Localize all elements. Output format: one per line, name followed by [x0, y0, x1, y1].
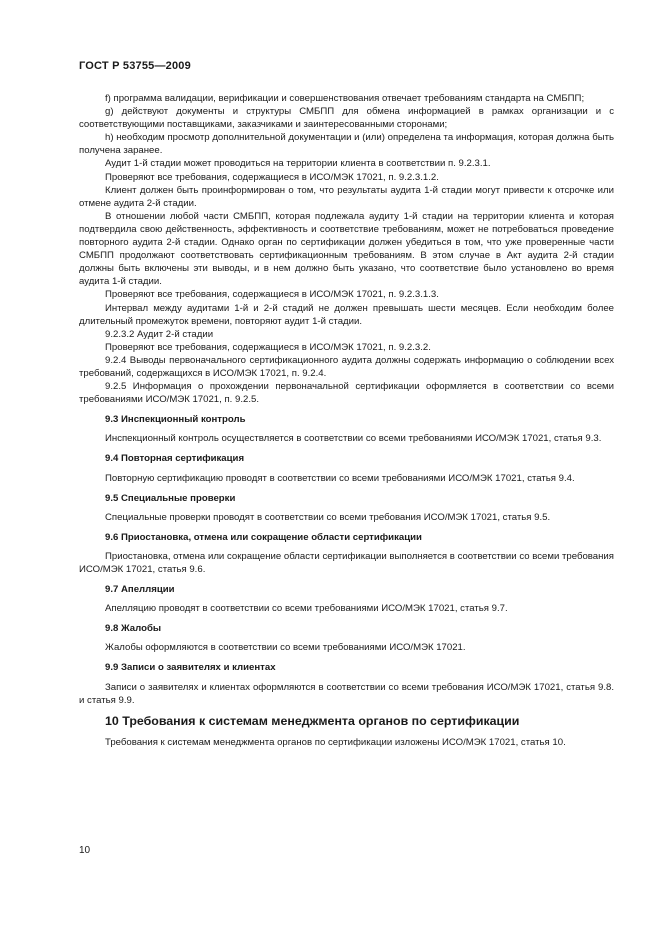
section-heading: 9.3 Инспекционный контроль: [105, 414, 246, 426]
section-heading: 9.4 Повторная сертификация: [105, 453, 245, 465]
paragraph: h) необходим просмотр дополнительной документации и (или) определена та информация, которая должна быть получена заранее.: [79, 132, 614, 157]
section-heading: 9.7 Апелляции: [105, 584, 175, 596]
paragraph: Повторную сертификацию проводят в соответствии со всеми требованиями ИСО/МЭК 17021, статья 9.4.: [105, 472, 575, 484]
document-body: [79, 92, 614, 749]
paragraph: g) действуют документы и структуры СМБПП для обмена информацией в рамках организации и с соответствующими поставщиками, заказчиками и заинтересованными сторонами;: [79, 106, 614, 131]
page-number: 10: [79, 845, 91, 856]
paragraph: 9.2.4 Выводы первоначального сертификационного аудита должны содержать информацию о соблюдении всех требований, содержащихся в ИСО/МЭК 17021, п. 9.2.4.: [79, 354, 614, 379]
paragraph: Приостановка, отмена или сокращение области сертификации выполняется в соответствии со всеми требования ИСО/МЭК 17021, статья 9.6.: [79, 550, 614, 575]
chapter-heading: 10 Требования к системам менеджмента органов по сертификации: [105, 713, 520, 728]
paragraph: Проверяют все требования, содержащиеся в ИСО/МЭК 17021, п. 9.2.3.1.3.: [105, 289, 439, 301]
paragraph: Требования к системам менеджмента органов по сертификации изложены ИСО/МЭК 17021, статья 10.: [105, 736, 566, 748]
paragraph: Аудит 1-й стадии может проводиться на территории клиента в соответствии п. 9.2.3.1.: [105, 158, 491, 170]
paragraph: Клиент должен быть проинформирован о том, что результаты аудита 1-й стадии могут привести к отсрочке или отмене аудита 2-й стадии.: [79, 184, 614, 209]
section-heading: 9.5 Специальные проверки: [105, 492, 236, 504]
paragraph: В отношении любой части СМБПП, которая подлежала аудиту 1-й стадии на территории клиента и которая подтвердила свою действенность, эффективность и соответствие требованиям, может не потребоваться проведение повторного аудита 2-й стадии. Однако орган по сертификации должен убедиться в том, что уже проверенные части СМБПП продолжают соответствовать сертификационным требованиям. В этом случае в Акт аудита 2-й стадии должны быть включены эти выводы, и в нем должно быть указано, что соответствие было установлено во время аудита 1-й стадии.: [79, 210, 614, 288]
paragraph: Записи о заявителях и клиентах оформляются в соответствии со всеми требования ИСО/МЭК 17021, статья 9.8. и статья 9.9.: [79, 681, 614, 706]
section-heading: 9.9 Записи о заявителях и клиентах: [105, 662, 276, 674]
section-heading: 9.6 Приостановка, отмена или сокращение области сертификации: [105, 531, 422, 543]
paragraph: Апелляцию проводят в соответствии со всеми требованиями ИСО/МЭК 17021, статья 9.7.: [105, 603, 508, 615]
paragraph: Проверяют все требования, содержащиеся в ИСО/МЭК 17021, п. 9.2.3.2.: [105, 341, 431, 353]
paragraph: f) программа валидации, верификации и совершенствования отвечает требованиям стандарта на СМБПП;: [105, 93, 585, 104]
paragraph: Проверяют все требования, содержащиеся в ИСО/МЭК 17021, п. 9.2.3.1.2.: [105, 171, 439, 183]
paragraph: 9.2.5 Информация о прохождении первоначальной сертификации оформляется в соответствии со всеми требованиями ИСО/МЭК 17021, п. 9.2.5.: [79, 381, 614, 406]
document-header: ГОСТ Р 53755—2009: [79, 60, 191, 72]
paragraph: Инспекционный контроль осуществляется в соответствии со всеми требованиями ИСО/МЭК 17021, статья 9.3.: [105, 433, 602, 445]
paragraph: Жалобы оформляются в соответствии со всеми требованиями ИСО/МЭК 17021.: [105, 642, 466, 654]
paragraph: Интервал между аудитами 1-й и 2-й стадий не должен превышать шести месяцев. Если необходим более длительный промежуток времени, повторяют аудит 1-й стадии.: [79, 302, 614, 327]
section-heading: 9.8 Жалобы: [105, 623, 162, 635]
paragraph: Специальные проверки проводят в соответствии со всеми требования ИСО/МЭК 17021, статья 9.5.: [105, 511, 551, 523]
paragraph: 9.2.3.2 Аудит 2-й стадии: [105, 328, 214, 340]
